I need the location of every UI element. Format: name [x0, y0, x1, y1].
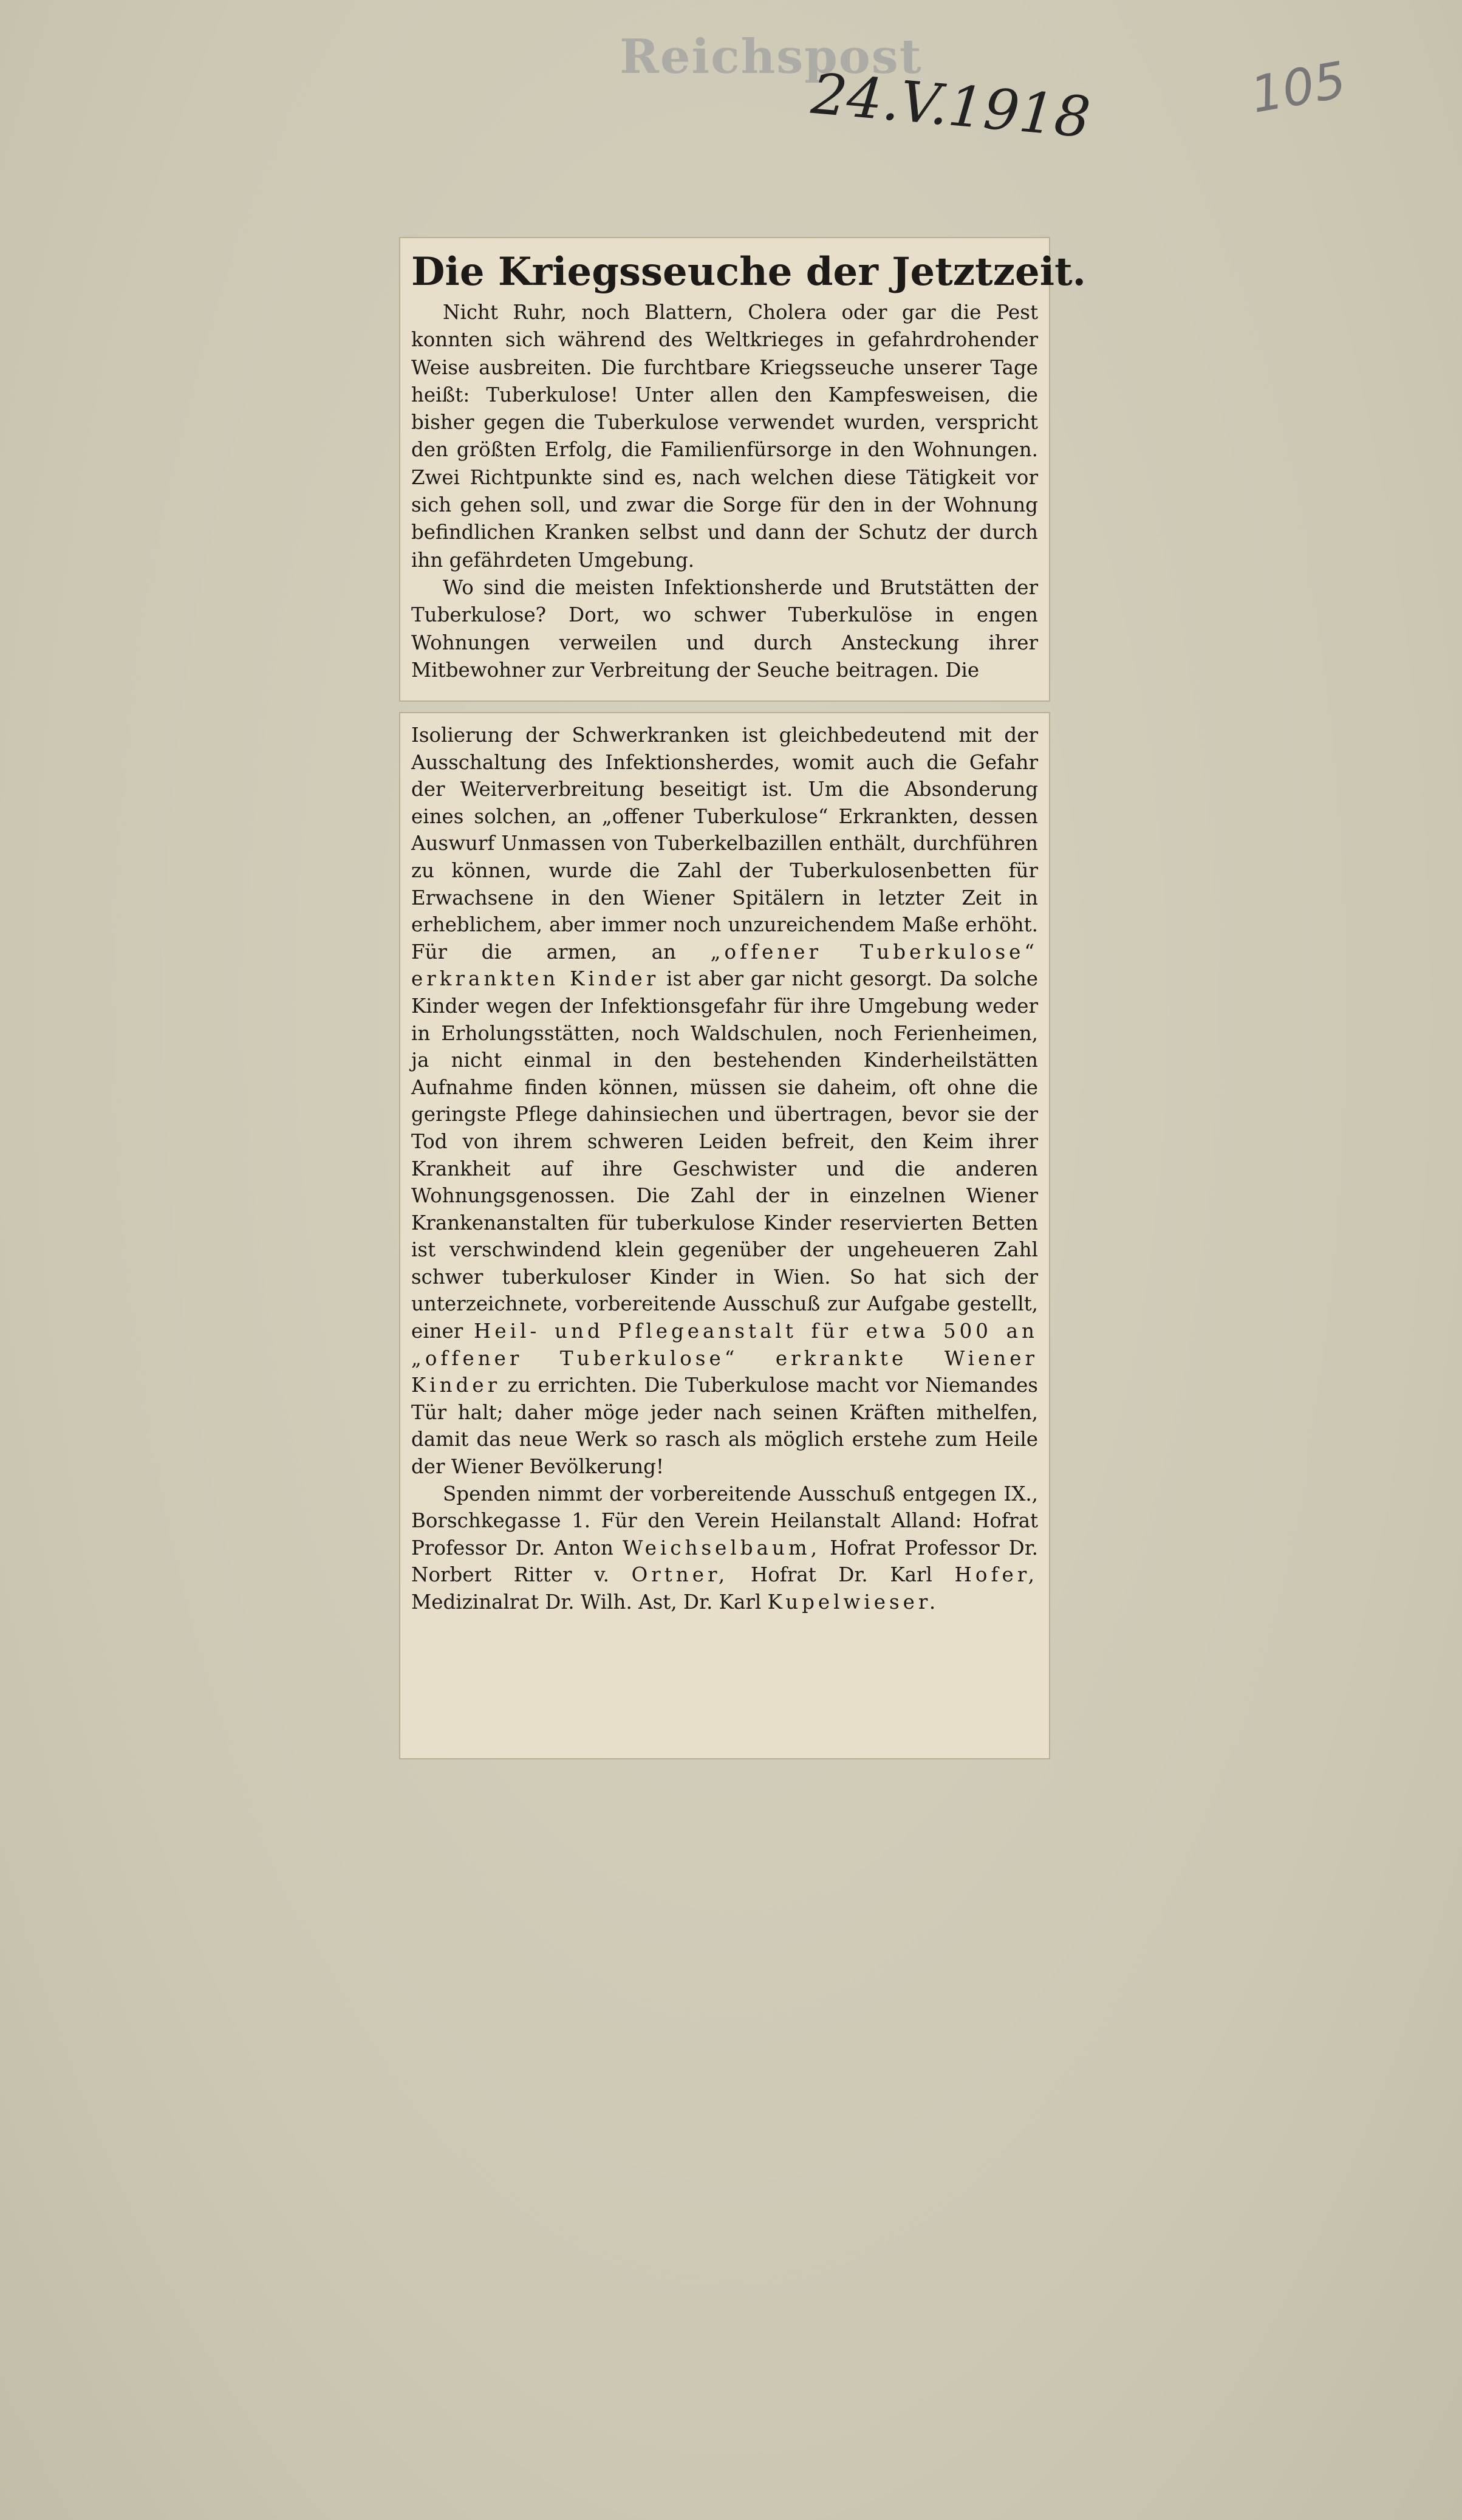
article-paragraph-3 — [411, 722, 1038, 1481]
article-paragraph-1: Nicht Ruhr, noch Blattern, Cholera oder gar die Pest konnten sich während des Weltkrieges in gefahrdrohender Weise ausbreiten. Die furchtbare Kriegsseuche unserer Tage heißt: Tuberkulose! Unter allen den Kampfesweisen, die bisher gegen die Tuberkulose verwendet wurden, verspricht den größten Erfolg, die Familienfürsorge in den Wohnungen. Zwei Richtpunkte sind es, nach welchen diese Tätigkeit vor sich gehen soll, und zwar die Sorge für den in der Wohnung befindlichen Kranken selbst und dann der Schutz der durch ihn gefährdeten Umgebung. — [411, 301, 1038, 572]
handwritten-date: 24.V.1918 — [808, 61, 1093, 151]
paragraph-4-text-c: Hofrat Professor Dr. Norbert Ritter v. — [411, 1536, 1039, 1587]
clipping-top — [399, 237, 1086, 702]
newspaper-stamp: Reichspost — [620, 29, 923, 84]
emphasis-open-tb-children: „offener Tuberkulose“ erkrankten Kinder — [411, 940, 1038, 991]
page-number: 105 — [1246, 51, 1351, 125]
clipping-bottom — [399, 712, 1050, 1759]
article-paragraph-2: Wo sind die meisten Infektionsherde und Brutstätten der Tuberkulose? Dort, wo schwer Tuberkulöse in engen Wohnungen verweilen und durch Ansteckung ihrer Mitbewohner zur Verbreitung der Seuche beitragen. Die — [411, 575, 1038, 682]
name-kupelwieser: Kupelwieser. — [767, 1590, 940, 1614]
name-ortner: Ortner, — [631, 1563, 729, 1587]
name-weichselbaum: Weichselbaum, — [622, 1536, 821, 1560]
paragraph-4-text-g: Medizinalrat Dr. Wilh. Ast, Dr. Karl — [411, 1590, 762, 1614]
name-hofer: Hofer, — [954, 1563, 1038, 1587]
paragraph-3-text-c: ist aber gar nicht gesorgt. Da solche Kinder wegen der Infektionsgefahr für ihre Umgebung weder in Erholungsstätten, noch Waldschulen, noch Ferienheimen, ja nicht einmal in den bestehenden Kinderheilstätten Aufnahme finden können, müssen sie daheim, oft ohne die geringste Pflege dahinsiechen und übertragen, bevor sie der Tod von ihrem schweren Leiden befreit, den Keim ihrer Krankheit auf ihre Geschwister und die anderen Wohnungsgenossen. Die Zahl der in einzelnen Wiener Krankenanstalten für tuberkulose Kinder reservierten Betten ist verschwindend klein gegenüber der ungeheueren Zahl schwer tuberkuloser Kinder in Wien. So hat sich der unterzeichnete, vorbereitende Ausschuß zur Aufgabe gestellt, einer — [411, 967, 1038, 1343]
paragraph-4-text-a: Spenden nimmt der vorbereitende Ausschuß entgegen IX., Borschkegasse 1. Für den Verein Heilanstalt Alland: Hofrat Professor Dr. Anton — [411, 1482, 1038, 1560]
emphasis-institution: Heil- und Pflegeanstalt für etwa 500 an „offener Tuberkulose“ erkrankte Wiener Kinder — [411, 1320, 1038, 1397]
paragraph-4-text-e: Hofrat Dr. Karl — [750, 1563, 932, 1587]
article-paragraph-4 — [411, 1481, 1038, 1616]
article-title: Die Kriegsseuche der Jetztzeit. — [411, 249, 1086, 295]
paragraph-3-text-e: zu errichten. Die Tuberkulose macht vor Niemandes Tür halt; daher möge jeder nach seinen Kräften mithelfen, damit das neue Werk so rasch als möglich erstehe zum Heile der Wiener Bevölkerung! — [411, 1374, 1038, 1479]
paragraph-3-text-a: Isolierung der Schwerkranken ist gleichbedeutend mit der Ausschaltung des Infektionsherdes, womit auch die Gefahr der Weiterverbreitung beseitigt ist. Um die Absonderung eines solchen, an „offener Tuberkulose“ Erkrankten, dessen Auswurf Unmassen von Tuberkelbazillen enthält, durchführen zu können, wurde die Zahl der Tuberkulosenbetten für Erwachsene in den Wiener Spitälern in letzter Zeit in erheblichem, aber immer noch unzureichendem Maße erhöht. Für die armen, an — [411, 724, 1038, 964]
